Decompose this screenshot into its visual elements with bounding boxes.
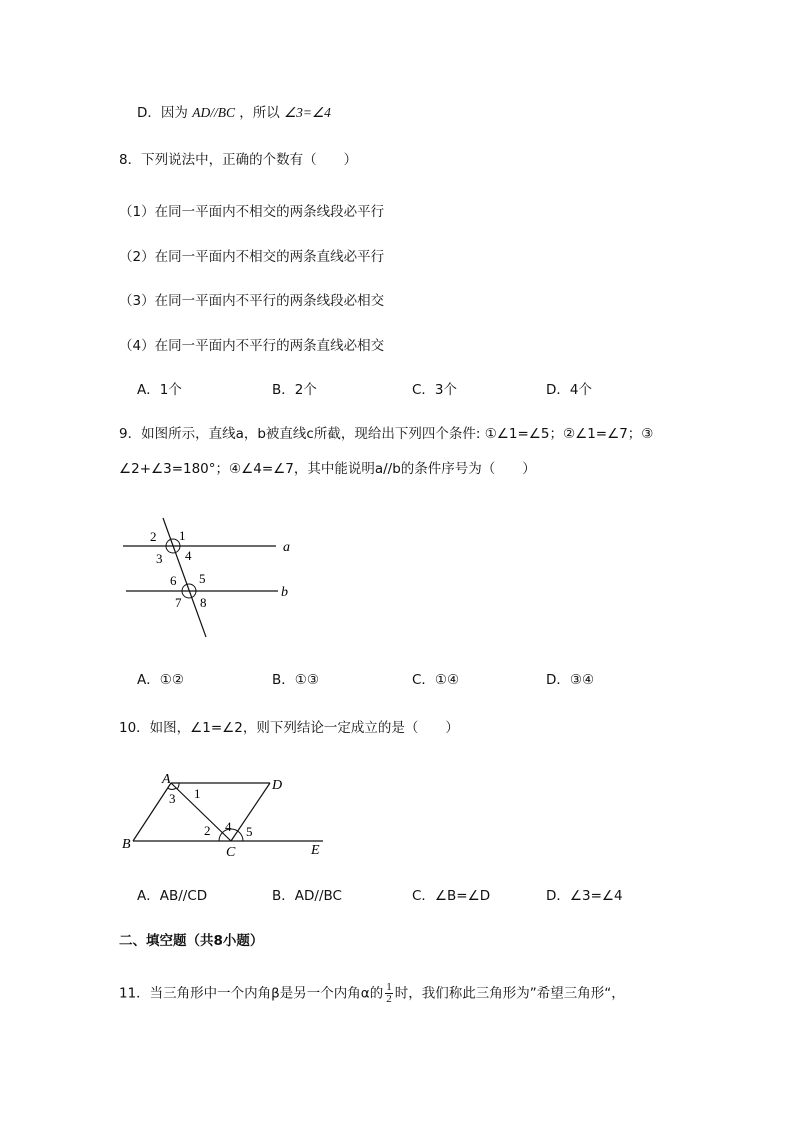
q8-option-b: B．2个 [272,382,317,398]
q10-segment-ab [133,783,171,841]
q8-statement-3: （3）在同一平面内不平行的两条线段必相交 [119,293,385,309]
q7-option-d-result: ∠3=∠4 [284,105,331,120]
q9-option-a: A．①② [137,672,184,688]
q10-point-b: B [122,837,131,852]
q9-line-label-b: b [281,585,288,600]
q9-option-b: B．①③ [272,672,319,688]
q8-option-d: D．4个 [546,382,592,398]
q11-stem [119,982,625,1005]
q10-point-d: D [272,778,283,793]
q10-segment-ac [171,783,231,841]
q10-angle-arc-3 [168,788,176,790]
q9-angle-label-1: 1 [179,528,186,543]
q8-statement-1: （1）在同一平面内不相交的两条线段必平行 [119,204,385,220]
section-title: 二、填空题（共8小题） [119,933,264,949]
q11-fraction-numerator: 1 [386,981,392,993]
q10-point-c: C [226,845,236,860]
q7-option-d-condition: AD//BC [192,105,235,120]
q8-statement-4: （4）在同一平面内不平行的两条直线必相交 [119,338,385,354]
q9-angle-label-6: 6 [170,573,177,588]
q8-option-a: A．1个 [137,382,182,398]
q10-angle-arc-1 [177,783,179,789]
q10-option-b: B．AD//BC [272,888,342,904]
q9-angle-label-2: 2 [150,529,157,544]
q10-option-a: A．AB//CD [137,888,208,904]
q9-figure [118,515,308,640]
q10-point-a: A [162,772,171,787]
q7-option-d [137,104,331,122]
q11-stem-end: 时，我们称此三角形为”希望三角形“， [394,985,625,1002]
q9-angle-label-7: 7 [175,595,182,610]
q8-statement-2: （2）在同一平面内不相交的两条直线必平行 [119,249,385,265]
q9-angle-label-8: 8 [200,595,207,610]
q9-line-label-a: a [283,540,290,555]
q9-angle-label-3: 3 [156,551,163,566]
q8-stem: 8．下列说法中，正确的个数有（ ） [119,152,358,168]
q9-stem-line-2: ∠2+∠3=180°；④∠4=∠7，其中能说明a//b的条件序号为（ ） [119,461,536,477]
q10-angle-label-5: 5 [246,824,253,839]
q10-angle-label-2: 2 [204,823,211,838]
q9-angle-label-4: 4 [185,548,192,563]
q10-angle-label-4: 4 [225,819,232,834]
q10-option-c: C．∠B=∠D [412,888,491,904]
q10-option-d: D．∠3=∠4 [546,888,623,904]
q7-option-d-label: D．因为 [137,105,188,121]
q9-option-c: C．①④ [412,672,460,688]
q11-stem-start: 11．当三角形中一个内角β是另一个内角α的 [119,985,384,1002]
q8-option-c: C．3个 [412,382,458,398]
q10-figure [118,770,333,860]
q9-option-d: D．③④ [546,672,595,688]
q10-stem: 10．如图，∠1=∠2，则下列结论一定成立的是（ ） [119,720,459,736]
q10-point-e: E [311,843,320,858]
q7-option-d-connector: ，所以 [239,105,280,121]
q10-angle-label-1: 1 [194,786,201,801]
q11-fraction-denominator: 2 [386,993,392,1005]
q9-angle-label-5: 5 [199,571,206,586]
q10-angle-label-3: 3 [169,791,176,806]
q9-stem-line-1: 9．如图所示，直线a，b被直线c所截，现给出下列四个条件: ①∠1=∠5；②∠1=∠7；③ [119,426,654,442]
q11-fraction [385,982,393,1005]
